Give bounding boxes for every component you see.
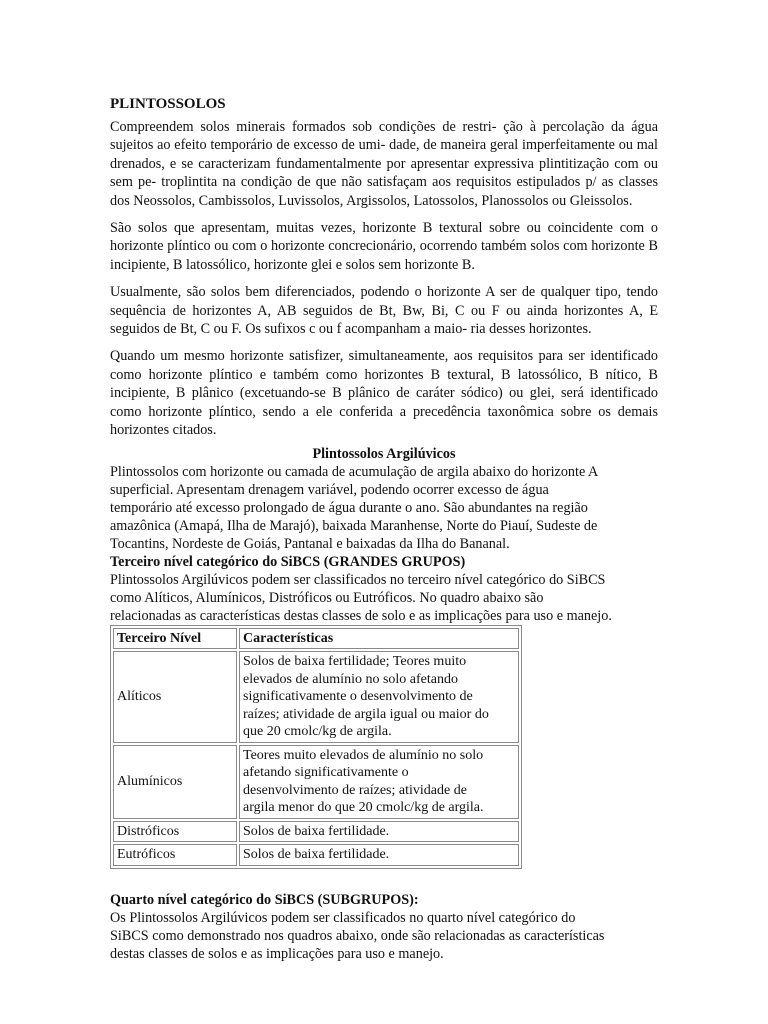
- cell-line: raízes; atividade de argila igual ou maior do: [243, 706, 489, 722]
- table-row: [113, 651, 519, 743]
- spacer: [110, 869, 658, 891]
- paragraph-differentiation: Usualmente, são solos bem diferenciados, podendo o horizonte A ser de qualquer tipo, tendo sequência de horizontes A, AB seguidos de Bt, Bw, Bi, C ou F ou ainda horizontes A, E seguidos de Bt, C ou F. Os sufixos c ou f acompanham a maio- ria desses horizontes.: [110, 284, 658, 338]
- cell-line: desenvolvimento de raízes; atividade de: [243, 782, 467, 798]
- table-cell-characteristics: [239, 745, 519, 819]
- table-cell-characteristics: [239, 821, 519, 843]
- text-line: relacionadas as características destas classes de solo e as implicações para uso e manejo.: [110, 607, 612, 624]
- table-header-characteristics: Características: [239, 628, 519, 650]
- table-header-level: Terceiro Nível: [113, 628, 237, 650]
- paragraph-horizons: São solos que apresentam, muitas vezes, horizonte B textural sobre ou coincidente com o horizonte plíntico ou com o horizonte concrecionário, ocorrendo também solos com horizonte B incipiente, B latossólico, horizonte glei e solos sem horizonte B.: [110, 220, 658, 273]
- argiluvicos-description: [110, 463, 658, 553]
- text-line: Tocantins, Nordeste de Goiás, Pantanal e baixadas da Ilha do Bananal.: [110, 535, 510, 552]
- section-heading-terceiro-nivel: Terceiro nível categórico do SiBCS (GRANDES GRUPOS): [110, 553, 466, 570]
- cell-line: significativamente o desenvolvimento de: [243, 689, 473, 704]
- text-line: como Alíticos, Alumínicos, Distróficos ou Eutróficos. No quadro abaixo são: [110, 589, 544, 606]
- cell-line: afetando significativamente o: [243, 765, 409, 780]
- text-line: superficial. Apresentam drenagem variável, podendo ocorrer excesso de água: [110, 481, 549, 498]
- text-line: Plintossolos Argilúvicos podem ser classificados no terceiro nível categórico do SiBCS: [110, 571, 606, 588]
- cell-line: Solos de baixa fertilidade; Teores muito: [243, 654, 467, 669]
- terceiro-description: [110, 571, 658, 625]
- table-row: [113, 745, 519, 819]
- table-header-row: [113, 628, 519, 650]
- cell-line: elevados de alumínio no solo afetando: [243, 671, 458, 687]
- text-line: temporário até excesso prolongado de água durante o ano. São abundantes na região: [110, 499, 588, 516]
- text-line: Os Plintossolos Argilúvicos podem ser classificados no quarto nível categórico do: [110, 909, 576, 926]
- third-level-table: [110, 625, 522, 869]
- table-row: [113, 821, 519, 843]
- text-line: SiBCS como demonstrado nos quadros abaixo, onde são relacionadas as características: [110, 927, 605, 944]
- section-heading-quarto-nivel: Quarto nível categórico do SiBCS (SUBGRUPOS):: [110, 891, 419, 908]
- table-cell-level: Alumínicos: [113, 745, 237, 819]
- quarto-description: [110, 909, 658, 963]
- section-heading-argiluvicos: Plintossolos Argilúvicos: [312, 445, 456, 462]
- cell-line: Solos de baixa fertilidade.: [243, 823, 390, 839]
- table-cell-level: Eutróficos: [113, 844, 237, 866]
- table-cell-level: Distróficos: [113, 821, 237, 843]
- cell-line: argila menor do que 20 cmolc/kg de argila.: [243, 800, 484, 815]
- document-page: [110, 94, 658, 963]
- table-cell-characteristics: [239, 844, 519, 866]
- text-line: Plintossolos com horizonte ou camada de acumulação de argila abaixo do horizonte A: [110, 463, 599, 480]
- cell-line: Solos de baixa fertilidade.: [243, 847, 390, 862]
- cell-line: Teores muito elevados de alumínio no solo: [243, 747, 484, 763]
- table-cell-characteristics: [239, 651, 519, 743]
- table-row: [113, 844, 519, 866]
- text-line: destas classes de solos e as implicações para uso e manejo.: [110, 945, 444, 962]
- text-line: amazônica (Amapá, Ilha de Marajó), baixada Maranhense, Norte do Piauí, Sudeste de: [110, 517, 598, 534]
- cell-line: que 20 cmolc/kg de argila.: [243, 724, 392, 739]
- table-cell-level: Alíticos: [113, 651, 237, 743]
- paragraph-precedence: Quando um mesmo horizonte satisfizer, simultaneamente, aos requisitos para ser identificado como horizonte plíntico e também como horizontes B textural, B latossólico, B nítico, B incipiente, B plânico (excetuando-se B plânico de caráter sódico) ou glei, será identificado como horizonte plíntico, sendo a ele conferida a precedência taxonômica sobre os demais horizontes citados.: [110, 348, 658, 439]
- document-title: PLINTOSSOLOS: [110, 96, 226, 112]
- paragraph-definition: Compreendem solos minerais formados sob condições de restri- ção à percolação da água sujeitos ao efeito temporário de excesso de umi- dade, de maneira geral imperfeitamente ou mal drenados, e se caracterizam fundamentalmente por apresentar expressiva plintitização com ou sem pe- troplintita na condição de que não satisfaçam aos requisitos estipulados p/ as classes dos Neossolos, Cambissolos, Luvissolos, Argissolos, Latossolos, Planossolos ou Gleissolos.: [110, 119, 658, 209]
